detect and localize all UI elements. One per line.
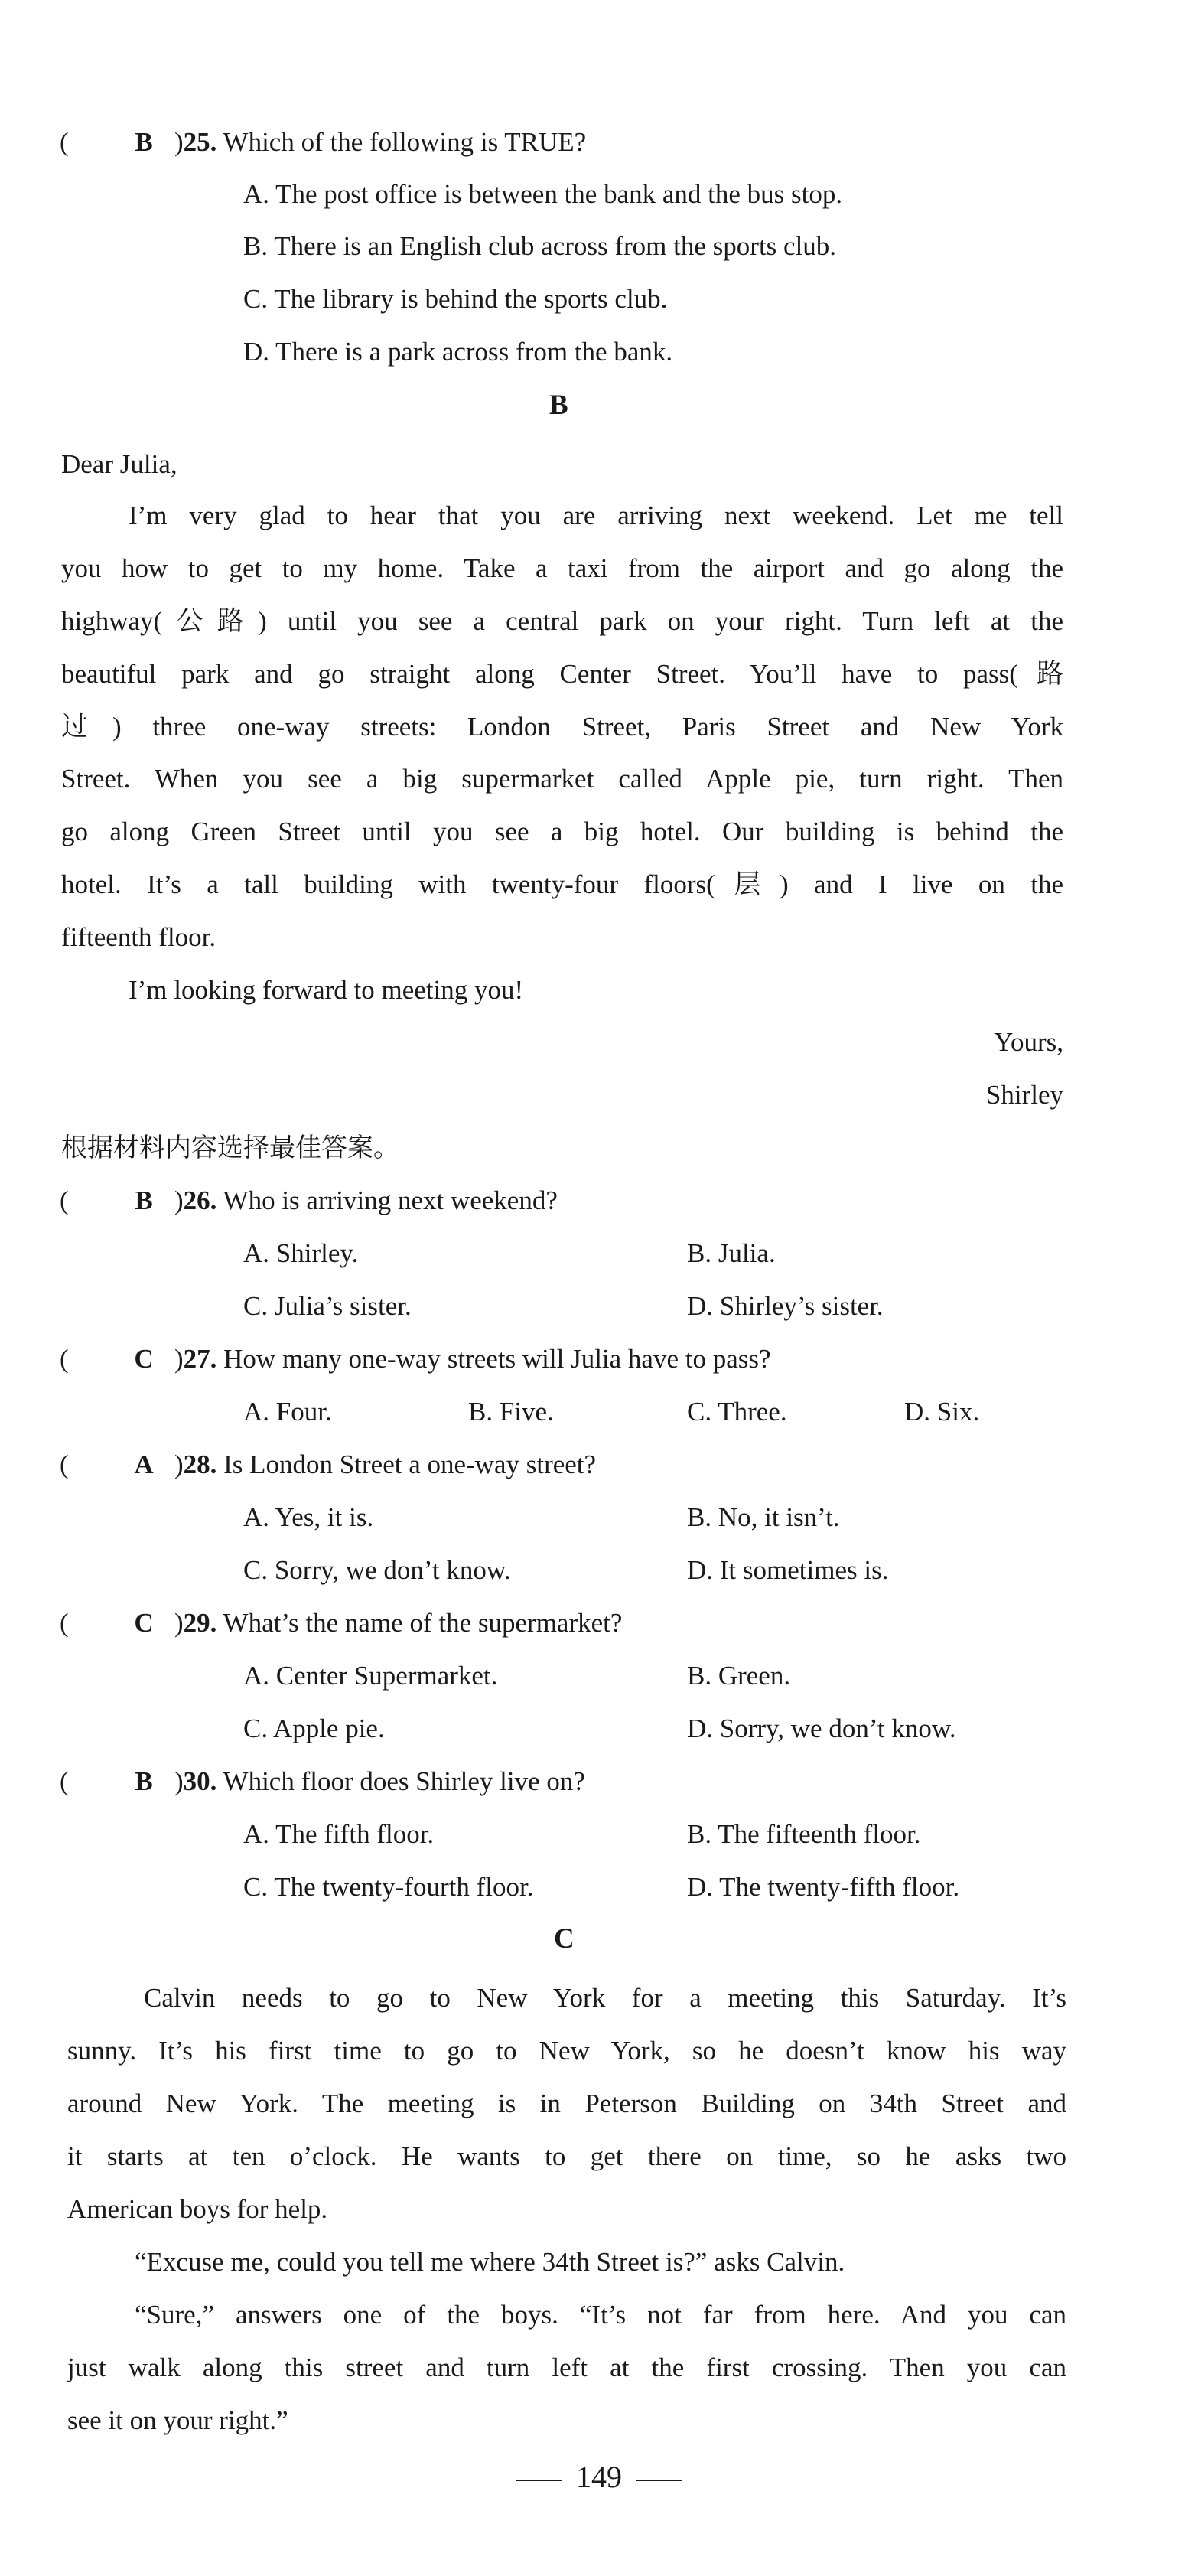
- passage-line: Calvin needs to go to New York for a meeting this Saturday. It’s: [144, 1983, 1066, 2013]
- question-26: [60, 1184, 558, 1218]
- passage-line: Street. When you see a big supermarket called Apple pie, turn right. Then: [61, 764, 1063, 794]
- answer-open-paren: (: [60, 127, 69, 157]
- question-29: [60, 1606, 622, 1640]
- question-text: How many one-way streets will Julia have to pass?: [223, 1344, 771, 1374]
- passage-line: you how to get to my home. Take a taxi from the airport and go along the: [61, 553, 1063, 583]
- question-number: 28.: [183, 1449, 217, 1479]
- passage-line: fifteenth floor.: [61, 922, 216, 952]
- answer-letter: A: [134, 1449, 154, 1479]
- option-a: A. Four.: [243, 1397, 332, 1427]
- answer-open-paren: (: [60, 1185, 69, 1215]
- letter-sign-off: Yours,: [994, 1027, 1063, 1057]
- option-b: B. No, it isn’t.: [687, 1502, 840, 1532]
- option-c: C. Sorry, we don’t know.: [243, 1555, 511, 1585]
- option-a: A. Yes, it is.: [243, 1502, 374, 1532]
- question-text: What’s the name of the supermarket?: [223, 1608, 623, 1638]
- answer-letter: C: [134, 1608, 154, 1638]
- question-number: 29.: [183, 1608, 217, 1638]
- question-text: Which of the following is TRUE?: [223, 127, 587, 157]
- option-a: A. Shirley.: [243, 1238, 359, 1268]
- instruction-text: 根据材料内容选择最佳答案。: [61, 1133, 399, 1163]
- passage-line: around New York. The meeting is in Peterson Building on 34th Street and: [67, 2089, 1066, 2118]
- question-number: 26.: [183, 1185, 217, 1215]
- answer-open-paren: (: [60, 1608, 69, 1638]
- passage-line: highway(公路) until you see a central park on your right. Turn left at the: [61, 606, 1063, 636]
- passage-line: I’m very glad to hear that you are arriving next weekend. Let me tell: [129, 501, 1063, 530]
- answer-open-paren: (: [60, 1344, 69, 1374]
- answer-open-paren: (: [60, 1766, 69, 1796]
- passage-line: hotel. It’s a tall building with twenty-four floors(层) and I live on the: [61, 869, 1063, 899]
- page-footer: [0, 2459, 1198, 2495]
- passage-line: 过) three one-way streets: London Street, Paris Street and New York: [61, 712, 1063, 742]
- letter-greeting: Dear Julia,: [61, 449, 177, 479]
- dialog-line: “Excuse me, could you tell me where 34th Street is?” asks Calvin.: [135, 2247, 845, 2277]
- passage-line: go along Green Street until you see a big hotel. Our building is behind the: [61, 817, 1063, 846]
- letter-closing-line: I’m looking forward to meeting you!: [129, 975, 524, 1005]
- dialog-line: just walk along this street and turn left at the first crossing. Then you can: [67, 2353, 1066, 2382]
- question-25: [60, 126, 586, 159]
- passage-line: it starts at ten o’clock. He wants to get there on time, so he asks two: [67, 2141, 1066, 2171]
- question-number: 27.: [183, 1344, 217, 1374]
- dialog-line: see it on your right.”: [67, 2405, 288, 2435]
- question-number: 25.: [183, 127, 217, 157]
- answer-close-paren: ): [174, 1185, 184, 1215]
- option-b: B. Five.: [468, 1397, 554, 1427]
- option-c: C. Three.: [687, 1397, 787, 1427]
- answer-letter: B: [135, 127, 153, 157]
- section-b-heading: B: [549, 390, 568, 421]
- section-c-heading: C: [554, 1923, 575, 1955]
- option-b: B. There is an English club across from the sports club.: [243, 231, 837, 261]
- option-d: D. There is a park across from the bank.: [243, 337, 673, 367]
- question-text: Which floor does Shirley live on?: [223, 1766, 585, 1796]
- option-c: C. The library is behind the sports club.: [243, 284, 668, 314]
- question-28: [60, 1448, 596, 1482]
- answer-letter: C: [134, 1344, 154, 1374]
- question-27: [60, 1342, 771, 1376]
- option-c: C. Apple pie.: [243, 1714, 385, 1743]
- question-number: 30.: [183, 1766, 217, 1796]
- passage-line: beautiful park and go straight along Center Street. You’ll have to pass(路: [61, 659, 1063, 689]
- letter-signature: Shirley: [985, 1080, 1063, 1110]
- option-a: A. Center Supermarket.: [243, 1661, 498, 1691]
- question-text: Who is arriving next weekend?: [223, 1185, 558, 1215]
- option-d: D. It sometimes is.: [687, 1555, 889, 1585]
- answer-open-paren: (: [60, 1449, 69, 1479]
- option-d: D. The twenty-fifth floor.: [687, 1872, 960, 1902]
- answer-letter: B: [135, 1766, 153, 1796]
- question-30: [60, 1765, 585, 1798]
- footer-dash-right: [636, 2480, 682, 2481]
- passage-line: sunny. It’s his first time to go to New York, so he doesn’t know his way: [67, 2036, 1066, 2066]
- answer-close-paren: ): [174, 1449, 184, 1479]
- answer-letter: B: [135, 1185, 153, 1215]
- answer-close-paren: ): [174, 1344, 184, 1374]
- option-d: D. Six.: [904, 1397, 980, 1427]
- dialog-line: “Sure,” answers one of the boys. “It’s not far from here. And you can: [135, 2300, 1066, 2330]
- passage-line: American boys for help.: [67, 2194, 328, 2224]
- question-text: Is London Street a one-way street?: [223, 1449, 597, 1479]
- option-c: C. The twenty-fourth floor.: [243, 1872, 534, 1902]
- option-a: A. The fifth floor.: [243, 1819, 435, 1849]
- answer-close-paren: ): [174, 127, 184, 157]
- option-d: D. Shirley’s sister.: [687, 1291, 884, 1321]
- answer-close-paren: ): [174, 1766, 184, 1796]
- footer-dash-left: [516, 2480, 562, 2481]
- option-a: A. The post office is between the bank and the bus stop.: [243, 179, 843, 209]
- option-b: B. Julia.: [687, 1238, 776, 1268]
- option-d: D. Sorry, we don’t know.: [687, 1714, 956, 1743]
- page-number: 149: [576, 2460, 622, 2494]
- option-b: B. The fifteenth floor.: [687, 1819, 921, 1849]
- option-c: C. Julia’s sister.: [243, 1291, 412, 1321]
- option-b: B. Green.: [687, 1661, 791, 1691]
- answer-close-paren: ): [174, 1608, 184, 1638]
